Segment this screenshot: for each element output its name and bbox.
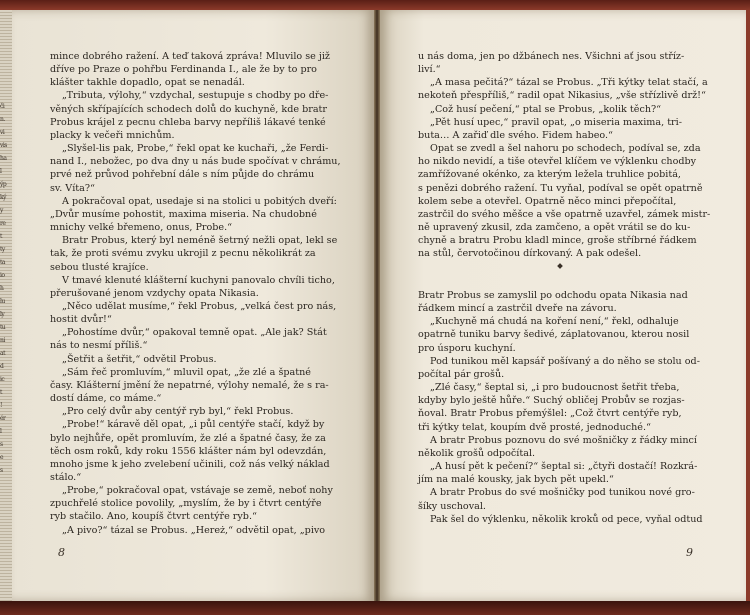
text-line: „A husí pět k pečení?“ šeptal si: „čtyři dostačí! Rozkrá- [430, 461, 698, 473]
bleed-fragment: ic [0, 376, 5, 383]
text-line: „Probe!“ káravě děl opat, „i půl centýře stačí, když by [62, 419, 325, 431]
text-line: „Šetřit a šetřit,“ odvětil Probus. [62, 353, 217, 365]
text-line: nás to nesmí příliš.“ [50, 340, 148, 352]
bleed-fragment: d [0, 363, 4, 370]
bleed-fragment: ha [0, 155, 7, 162]
text-line: A pokračoval opat, usedaje si na stolici u pobitých dveří: [62, 195, 337, 207]
text-line: Bratr Probus, který byl neméně šetrný nežli opat, lekl se [62, 235, 338, 247]
text-line: liví.“ [418, 64, 441, 76]
text-line: zastrčil do svého měšce a vše opatrně uzavřel, zámek mistr- [418, 208, 711, 220]
text-line: tak, že proti svému zvyku ukrojil z pecnu několikrát za [50, 248, 316, 260]
page-number-left: 8 [58, 546, 65, 559]
page-number-right: 9 [686, 546, 693, 559]
bleed-fragment: e [0, 454, 4, 461]
text-line: V tmavé klenuté klášterní kuchyni panovalo chvíli ticho, [62, 274, 335, 286]
text-line: „Slyšel-lis pak, Probe,“ řekl opat ke kuchaři, „že Ferdi- [62, 143, 329, 155]
text-line: dříve po Praze o pohřbu Ferdinanda I., ale že by to pro [50, 64, 317, 76]
text-line: zpuchřelé stolice povolily, „myslím, že by i čtvrt centýře [50, 498, 322, 510]
text-line: ho nikdo nevidí, a tiše otevřel klíčem ve výklenku chodby [418, 156, 697, 168]
bleed-fragment: re [0, 220, 6, 227]
bleed-fragment: ty [0, 246, 5, 253]
text-line: těch osm roků, kdy roku 1556 klášter nám byl odevzdán, [50, 445, 327, 457]
text-line: mnoho jsme k jeho zvelebení učinili, což nás velký náklad [50, 458, 330, 470]
bleed-fragment: t [0, 389, 2, 396]
bleed-fragment: t [0, 233, 2, 240]
text-line: nekoteň přespříliš,“ radil opat Nikasius, „vše střízlivě drž!“ [418, 90, 706, 102]
bleed-fragment: at [0, 350, 5, 357]
text-line: „Pohostíme dvůr,“ opakoval temně opat. „Ale jak? Stát [62, 327, 327, 339]
text-line: dostí dáme, co máme.“ [50, 393, 162, 405]
text-line: prvé než průvod pohřební dále s ním půjde do chrámu [50, 169, 315, 181]
text-line: „Pět husí upec,“ pravil opat, „o miseria maxima, tri- [430, 116, 682, 128]
text-line: „Zlé časy,“ šeptal si, „i pro budoucnost šetřit třeba, [430, 382, 680, 394]
text-line: mnichy velké břemeno, onus, Probe.“ [50, 222, 233, 234]
text-line: stálo.“ [50, 472, 82, 483]
bleed-fragment: ký [0, 194, 7, 201]
text-line: placky k večeři mnichům. [50, 129, 175, 141]
book-cover-bottom [0, 601, 750, 615]
text-line: nand I., nebožec, po dva dny u nás bude spočívat v chrámu, [50, 156, 341, 168]
text-line: zamřížované okénko, za kterým ležela truhlice pobitá, [418, 169, 681, 181]
bleed-fragment: s [0, 467, 3, 474]
text-line: několik grošů odpočítal. [418, 447, 536, 459]
bleed-through-text [0, 100, 12, 550]
bleed-fragment: l [0, 168, 2, 175]
text-line: přerušované jenom vzdychy opata Nikasia. [50, 287, 259, 299]
bleed-fragment: ta [0, 259, 5, 266]
bleed-fragment: ýp [0, 181, 7, 188]
bleed-fragment: ly [0, 311, 5, 318]
text-line: jím na malé kousky, jak bych pět upekl.“ [418, 474, 614, 486]
text-line: klášter takhle dopadlo, opat se nenadál. [50, 77, 245, 89]
text-line: „Kuchyně má chudá na koření není,“ řekl, odhaluje [430, 316, 679, 328]
text-line: „Sám řeč promluvím,“ mluvil opat, „že zlé a špatné [62, 366, 311, 378]
text-line: kolem sebe a otevřel. Opatrně něco minci přepočítal, [418, 195, 677, 207]
text-line: u nás doma, jen po džbánech nes. Všichni ať jsou stříz- [418, 51, 685, 62]
text-line: opatrně tuniku barvy šedivé, záplatovanou, kterou nosil [418, 329, 690, 341]
text-line: sebou tlusté krajíce. [50, 261, 149, 273]
text-line: Pak šel do výklenku, několik kroků od pece, vyňal odtud [430, 513, 703, 525]
text-line: Pod tunikou měl kapsář pošívaný a do něho se stolu od- [430, 355, 700, 367]
text-line: buta… A zařiď dle svého. Fidem habeo.“ [418, 129, 613, 141]
text-line: bylo nejhůře, opět promluvím, že zlé a špatné časy, že za [50, 432, 326, 444]
bleed-fragment: l [0, 428, 2, 435]
text-line: tři kýtky telat, koupím dvě prosté, jednoduché.“ [418, 421, 651, 433]
text-line: „A pivo?“ tázal se Probus. „Hereż,“ odvětil opat, „pivo [62, 524, 326, 536]
bleed-fragment: y [0, 207, 3, 214]
text-line: řádkem mincí a zastrčil dveře na závoru. [418, 303, 617, 315]
text-line: Probus krájel z pecnu chleba barvy nepříliš lákavé tenké [50, 116, 326, 128]
text-line: kdyby bylo ještě hůře.“ Suchý obličej Probův se rozjas- [418, 395, 685, 407]
book-cover-top [0, 0, 750, 10]
text-line: na stůl, červotočinou dírkovaný. A pak odešel. [418, 248, 642, 260]
text-line: A bratr Probus do své mošničky pod tunikou nové gro- [430, 487, 695, 499]
text-line: ňoval. Bratr Probus přemýšlel: „Což čtvrt centýře ryb, [418, 408, 682, 420]
text-line: A bratr Probus poznovu do své mošničky z řádky mincí [430, 434, 697, 446]
bleed-fragment: lu [0, 298, 5, 305]
bleed-fragment: tu [0, 324, 6, 331]
book-cover-edge [746, 10, 750, 601]
bleed-fragment: ér [0, 415, 6, 422]
text-line: časy. Klášterní jmění že nepatrné, výlohy nemalé, že s ra- [50, 379, 329, 391]
text-line: „Probe,“ pokračoval opat, vstávaje se země, neboť nohy [62, 485, 333, 497]
text-line: pro úsporu kuchyní. [418, 342, 516, 354]
bleed-fragment: vis [0, 142, 7, 149]
text-line: počítal pár grošů. [418, 368, 505, 380]
text-line: „Což husí pečení,“ ptal se Probus, „kolik těch?“ [430, 103, 662, 115]
text-line: „Dvůr musíme pohostit, maxima miseria. Na chudobné [50, 208, 317, 220]
text-line: věných skřípajících schodech dolů do kuchyně, kde bratr [50, 103, 327, 115]
text-line: Opat se zvedl a šel nahoru po schodech, podíval se, zda [430, 143, 701, 155]
bleed-fragment: s [0, 441, 3, 448]
bleed-fragment: či [0, 103, 5, 110]
text-line: Bratr Probus se zamyslil po odchodu opata Nikasia nad [418, 290, 688, 301]
bleed-fragment: h [0, 285, 4, 292]
text-line: ně upravený zkusil, zda zamčeno, a opět vrátil se do ku- [418, 222, 691, 234]
bleed-fragment: n. [0, 116, 5, 123]
right-page-text-bottom [418, 289, 712, 526]
text-line: „A masa pečitá?“ tázal se Probus. „Tři kýtky telat stačí, a [430, 77, 708, 89]
text-line: „Pro celý dvůr aby centýř ryb byl,“ řekl Probus. [62, 406, 294, 418]
bleed-fragment: ni [0, 337, 5, 344]
right-page-text-top [418, 50, 712, 261]
text-line: šíky uschoval. [418, 500, 486, 512]
text-line: „Tributa, výlohy,“ vzdychal, sestupuje s chodby po dře- [62, 90, 329, 102]
bleed-fragment: ! [0, 402, 2, 409]
text-line: ryb stačilo. Ano, koupíš čtvrt centýře ryb.“ [50, 511, 257, 523]
text-line: sv. Víta?“ [50, 182, 95, 194]
left-page-text [50, 50, 356, 537]
text-line: hostit dvůr!“ [50, 314, 112, 326]
text-line: mince dobrého ražení. A teď taková zpráva! Mluvilo se již [50, 51, 330, 62]
bleed-fragment: vi [0, 129, 5, 136]
text-line: „Něco udělat musíme,“ řekl Probus, „velká čest pro nás, [62, 300, 337, 312]
text-line: s penězi dobrého ražení. Tu vyňal, podíval se opět opatrně [418, 182, 703, 194]
bleed-fragment: io [0, 272, 5, 279]
text-line: chyně a bratru Probu kladl mince, groše stříbrné řádkem [418, 235, 697, 247]
